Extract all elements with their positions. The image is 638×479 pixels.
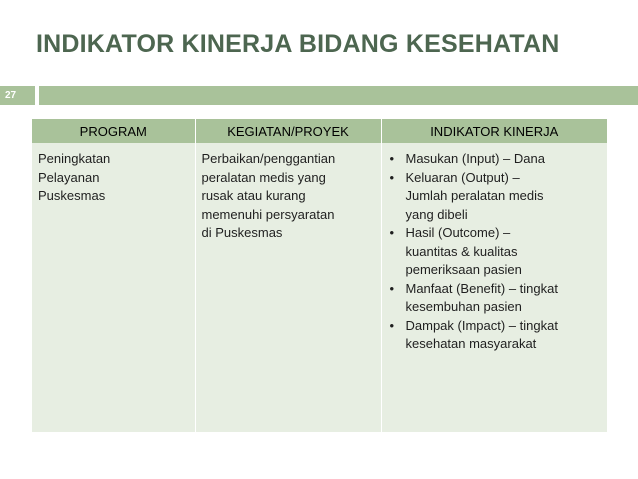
indicator-line: Keluaran (Output) – <box>405 169 520 185</box>
list-item <box>390 224 602 280</box>
indicator-line: kesehatan masyarakat <box>405 336 537 351</box>
program-line: Peningkatan <box>38 151 111 166</box>
list-item <box>390 280 602 317</box>
bullet-icon: • <box>389 280 395 296</box>
table-row <box>32 143 607 432</box>
table-header-row <box>32 119 607 143</box>
indicator-list <box>390 150 602 354</box>
kegiatan-line: di Puskesmas <box>201 225 283 240</box>
slide-number: 27 <box>0 86 35 105</box>
bullet-icon: • <box>389 317 395 333</box>
list-item <box>390 169 602 225</box>
bullet-icon: • <box>389 169 395 185</box>
bullet-icon: • <box>389 225 395 240</box>
indicator-table <box>32 119 607 432</box>
cell-kegiatan <box>195 143 381 432</box>
indicator-line: kuantitas & kualitas <box>405 243 518 259</box>
header-kegiatan: KEGIATAN/PROYEK <box>195 119 381 143</box>
program-line: Puskesmas <box>38 188 106 203</box>
kegiatan-line: peralatan medis yang <box>201 169 326 185</box>
cell-indikator <box>381 143 607 432</box>
list-item <box>390 317 602 354</box>
header-indikator: INDIKATOR KINERJA <box>381 119 607 143</box>
title-accent-bar <box>39 86 638 105</box>
program-line: Pelayanan <box>38 169 100 185</box>
indicator-line: Manfaat (Benefit) – tingkat <box>405 280 558 296</box>
indicator-line: Dampak (Impact) – tingkat <box>405 317 558 333</box>
kegiatan-line: rusak atau kurang <box>201 188 306 203</box>
cell-program <box>32 143 195 432</box>
indicator-line: kesembuhan pasien <box>405 299 522 314</box>
indicator-line: Jumlah peralatan medis <box>405 188 544 203</box>
bullet-icon: • <box>389 151 395 166</box>
kegiatan-line: Perbaikan/penggantian <box>201 151 336 166</box>
indicator-line: Masukan (Input) – Dana <box>405 151 545 166</box>
indicator-line: Hasil (Outcome) – <box>405 225 511 240</box>
header-program: PROGRAM <box>32 119 195 143</box>
indicator-line: yang dibeli <box>405 206 468 222</box>
kegiatan-line: memenuhi persyaratan <box>201 206 335 222</box>
list-item <box>390 150 602 169</box>
slide-title: INDIKATOR KINERJA BIDANG KESEHATAN <box>36 30 560 58</box>
indicator-line: pemeriksaan pasien <box>405 262 522 277</box>
